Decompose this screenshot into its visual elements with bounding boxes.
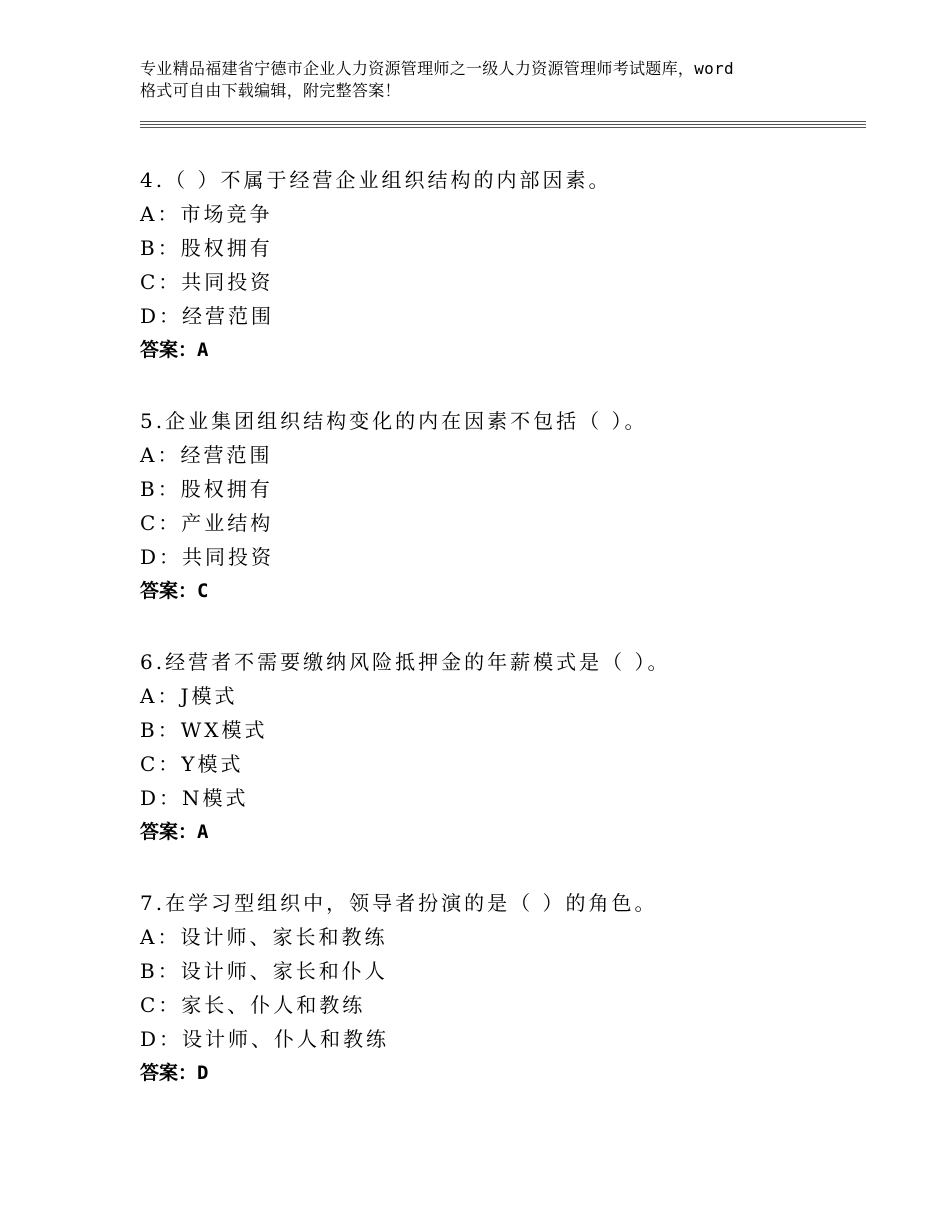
option-c: C：家长、仆人和教练 xyxy=(140,993,366,1017)
answer-label: 答案： xyxy=(140,1062,198,1084)
option-d: D：共同投资 xyxy=(140,545,275,569)
question-text: 6.经营者不需要缴纳风险抵押金的年薪模式是（ ）。 xyxy=(140,650,671,674)
answer-label: 答案： xyxy=(140,339,198,361)
answer-row xyxy=(140,1056,866,1090)
question-4 xyxy=(140,163,866,367)
answer-label: 答案： xyxy=(140,580,198,602)
option-b: B：股权拥有 xyxy=(140,236,273,260)
answer-value: A xyxy=(197,339,209,361)
header-divider-line xyxy=(140,121,866,122)
document-header xyxy=(140,58,830,102)
option-c: C：产业结构 xyxy=(140,511,274,535)
option-d: D：设计师、仆人和教练 xyxy=(140,1027,390,1051)
option-b: B：WX模式 xyxy=(140,718,268,742)
answer-label: 答案： xyxy=(140,821,198,843)
answer-row xyxy=(140,574,866,608)
option-c: C：Y模式 xyxy=(140,752,244,776)
header-divider-line xyxy=(140,124,866,125)
question-text: 5.企业集团组织结构变化的内在因素不包括（ ）。 xyxy=(140,409,648,433)
question-text: 4.（ ）不属于经营企业组织结构的内部因素。 xyxy=(140,168,612,192)
question-list xyxy=(140,163,866,1127)
answer-row xyxy=(140,815,866,849)
option-a: A：J模式 xyxy=(140,684,238,708)
option-d: D：经营范围 xyxy=(140,304,275,328)
question-5 xyxy=(140,404,866,608)
header-title-line-2: 格式可自由下载编辑，附完整答案！ xyxy=(140,81,401,100)
answer-value: C xyxy=(197,580,209,602)
answer-value: D xyxy=(197,1062,209,1084)
question-6 xyxy=(140,645,866,849)
header-title-line-1: 专业精品福建省宁德市企业人力资源管理师之一级人力资源管理师考试题库，word xyxy=(140,59,734,78)
answer-row xyxy=(140,333,866,367)
question-text: 7.在学习型组织中，领导者扮演的是（ ）的角色。 xyxy=(140,891,658,915)
option-a: A：市场竞争 xyxy=(140,202,273,226)
header-divider-line xyxy=(140,127,866,128)
option-a: A：设计师、家长和教练 xyxy=(140,925,388,949)
question-7 xyxy=(140,886,866,1090)
answer-value: A xyxy=(197,821,209,843)
option-b: B：设计师、家长和仆人 xyxy=(140,959,388,983)
option-a: A：经营范围 xyxy=(140,443,273,467)
option-d: D：N模式 xyxy=(140,786,249,810)
option-c: C：共同投资 xyxy=(140,270,274,294)
option-b: B：股权拥有 xyxy=(140,477,273,501)
